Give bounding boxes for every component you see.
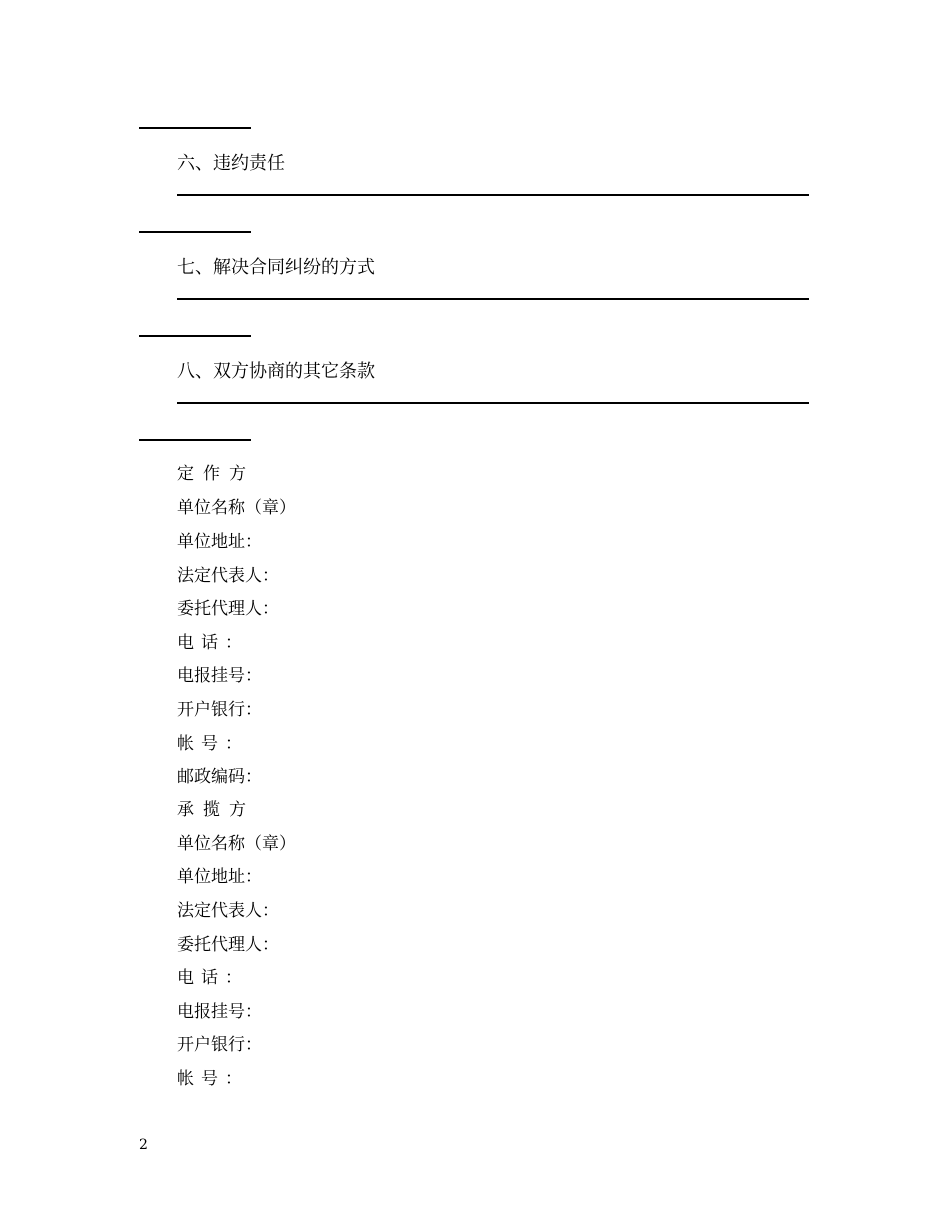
party-b-agent-label: 委托代理人：: [177, 935, 279, 955]
party-a-agent-label: 委托代理人：: [177, 599, 279, 619]
blank-line: [177, 298, 809, 300]
party-b-account-label: 帐号：: [177, 1069, 249, 1089]
party-a-telegram-label: 电报挂号：: [177, 666, 262, 686]
party-b-unit-name-label: 单位名称（章）: [177, 834, 296, 854]
party-a-account-label: 帐号：: [177, 734, 249, 754]
party-a-address-label: 单位地址：: [177, 532, 262, 552]
blank-line: [139, 231, 251, 233]
party-a-unit-name-label: 单位名称（章）: [177, 498, 296, 518]
section-heading-dispute-resolution: 七、解决合同纠纷的方式: [177, 257, 375, 278]
party-a-title: 定作方: [177, 464, 255, 484]
section-heading-breach-liability: 六、违约责任: [177, 153, 285, 174]
party-b-address-label: 单位地址：: [177, 867, 262, 887]
party-a-postcode-label: 邮政编码：: [177, 767, 262, 787]
party-b-legal-rep-label: 法定代表人：: [177, 901, 279, 921]
blank-line: [177, 402, 809, 404]
party-b-title: 承揽方: [177, 800, 255, 820]
party-a-phone-label: 电话：: [177, 633, 249, 653]
blank-line: [139, 439, 251, 441]
page-number: 2: [139, 1137, 148, 1153]
party-b-telegram-label: 电报挂号：: [177, 1002, 262, 1022]
blank-line: [139, 335, 251, 337]
blank-line: [177, 194, 809, 196]
party-a-legal-rep-label: 法定代表人：: [177, 566, 279, 586]
party-b-bank-label: 开户银行：: [177, 1035, 262, 1055]
party-a-bank-label: 开户银行：: [177, 700, 262, 720]
blank-line: [139, 127, 251, 129]
section-heading-other-terms: 八、双方协商的其它条款: [177, 361, 375, 382]
party-b-phone-label: 电话：: [177, 968, 249, 988]
